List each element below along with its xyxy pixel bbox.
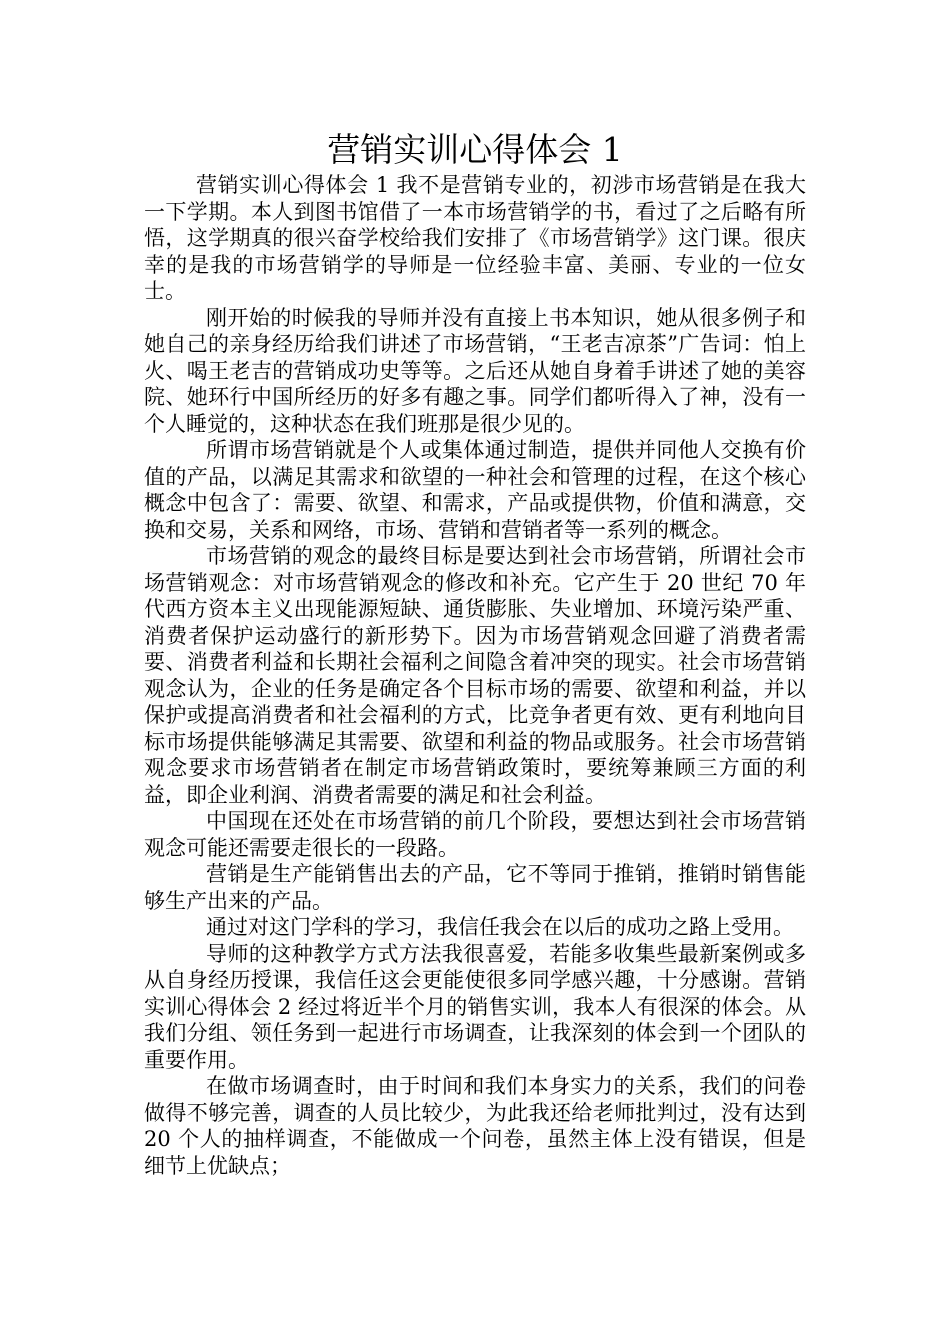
paragraph-2: 刚开始的时候我的导师并没有直接上书本知识，她从很多例子和她自己的亲身经历给我们讲述了市场营销，“王老吉凉茶”广告词：怕上火、喝王老吉的营销成功史等等。之后还从她自身着手讲述了她的美容院、她环行中国所经历的好多有趣之事。同学们都听得入了神，没有一个人睡觉的，这种状态在我们班那是很少见的。 (144, 305, 806, 436)
paragraph-9: 在做市场调查时，由于时间和我们本身实力的关系，我们的问卷做得不够完善，调查的人员比较少，为此我还给老师批判过，没有达到 20 个人的抽样调查，不能做成一个问卷，虽然主体上没有错误，但是细节上优缺点； (144, 1074, 806, 1178)
paragraph-5: 中国现在还处在市场营销的前几个阶段，要想达到社会市场营销观念可能还需要走很长的一段路。 (144, 809, 806, 860)
paragraph-1: 营销实训心得体会 1 我不是营销专业的，初涉市场营销是在我大一下学期。本人到图书馆借了一本市场营销学的书，看过了之后略有所悟，这学期真的很兴奋学校给我们安排了《市场营销学》这门课。很庆幸的是我的市场营销学的导师是一位经验丰富、美丽、专业的一位女士。 (144, 173, 806, 303)
paragraph-3: 所谓市场营销就是个人或集体通过制造，提供并同他人交换有价值的产品，以满足其需求和欲望的一种社会和管理的过程，在这个核心概念中包含了：需要、欲望、和需求，产品或提供物，价值和满意，交换和交易，关系和网络，市场、营销和营销者等一系列的概念。 (144, 438, 806, 542)
document-body (144, 172, 806, 1179)
document-title: 营销实训心得体会 1 (327, 130, 623, 169)
paragraph-7: 通过对这门学科的学习，我信任我会在以后的成功之路上受用。 (206, 915, 794, 939)
paragraph-4: 市场营销的观念的最终目标是要达到社会市场营销，所谓社会市场营销观念：对市场营销观念的修改和补充。它产生于 20 世纪 70 年代西方资本主义出现能源短缺、通货膨胀、失业增加、环境污染严重、消费者保护运动盛行的新形势下。因为市场营销观念回避了消费者需要、消费者利益和长期社会福利之间隐含着冲突的现实。社会市场营销观念认为，企业的任务是确定各个目标市场的需要、欲望和利益，并以保护或提高消费者和社会福利的方式，比竞争者更有效、更有利地向目标市场提供能够满足其需要、欲望和利益的物品或服务。社会市场营销观念要求市场营销者在制定市场营销政策时，要统筹兼顾三方面的利益，即企业利润、消费者需要的满足和社会利益。 (144, 544, 806, 807)
paragraph-8: 导师的这种教学方式方法我很喜爱，若能多收集些最新案例或多从自身经历授课，我信任这会更能使很多同学感兴趣，十分感谢。营销实训心得体会 2 经过将近半个月的销售实训，我本人有很深的体会。从我们分组、领任务到一起进行市场调查，让我深刻的体会到一个团队的重要作用。 (144, 941, 806, 1072)
paragraph-6: 营销是生产能销售出去的产品，它不等同于推销，推销时销售能够生产出来的产品。 (144, 862, 806, 913)
